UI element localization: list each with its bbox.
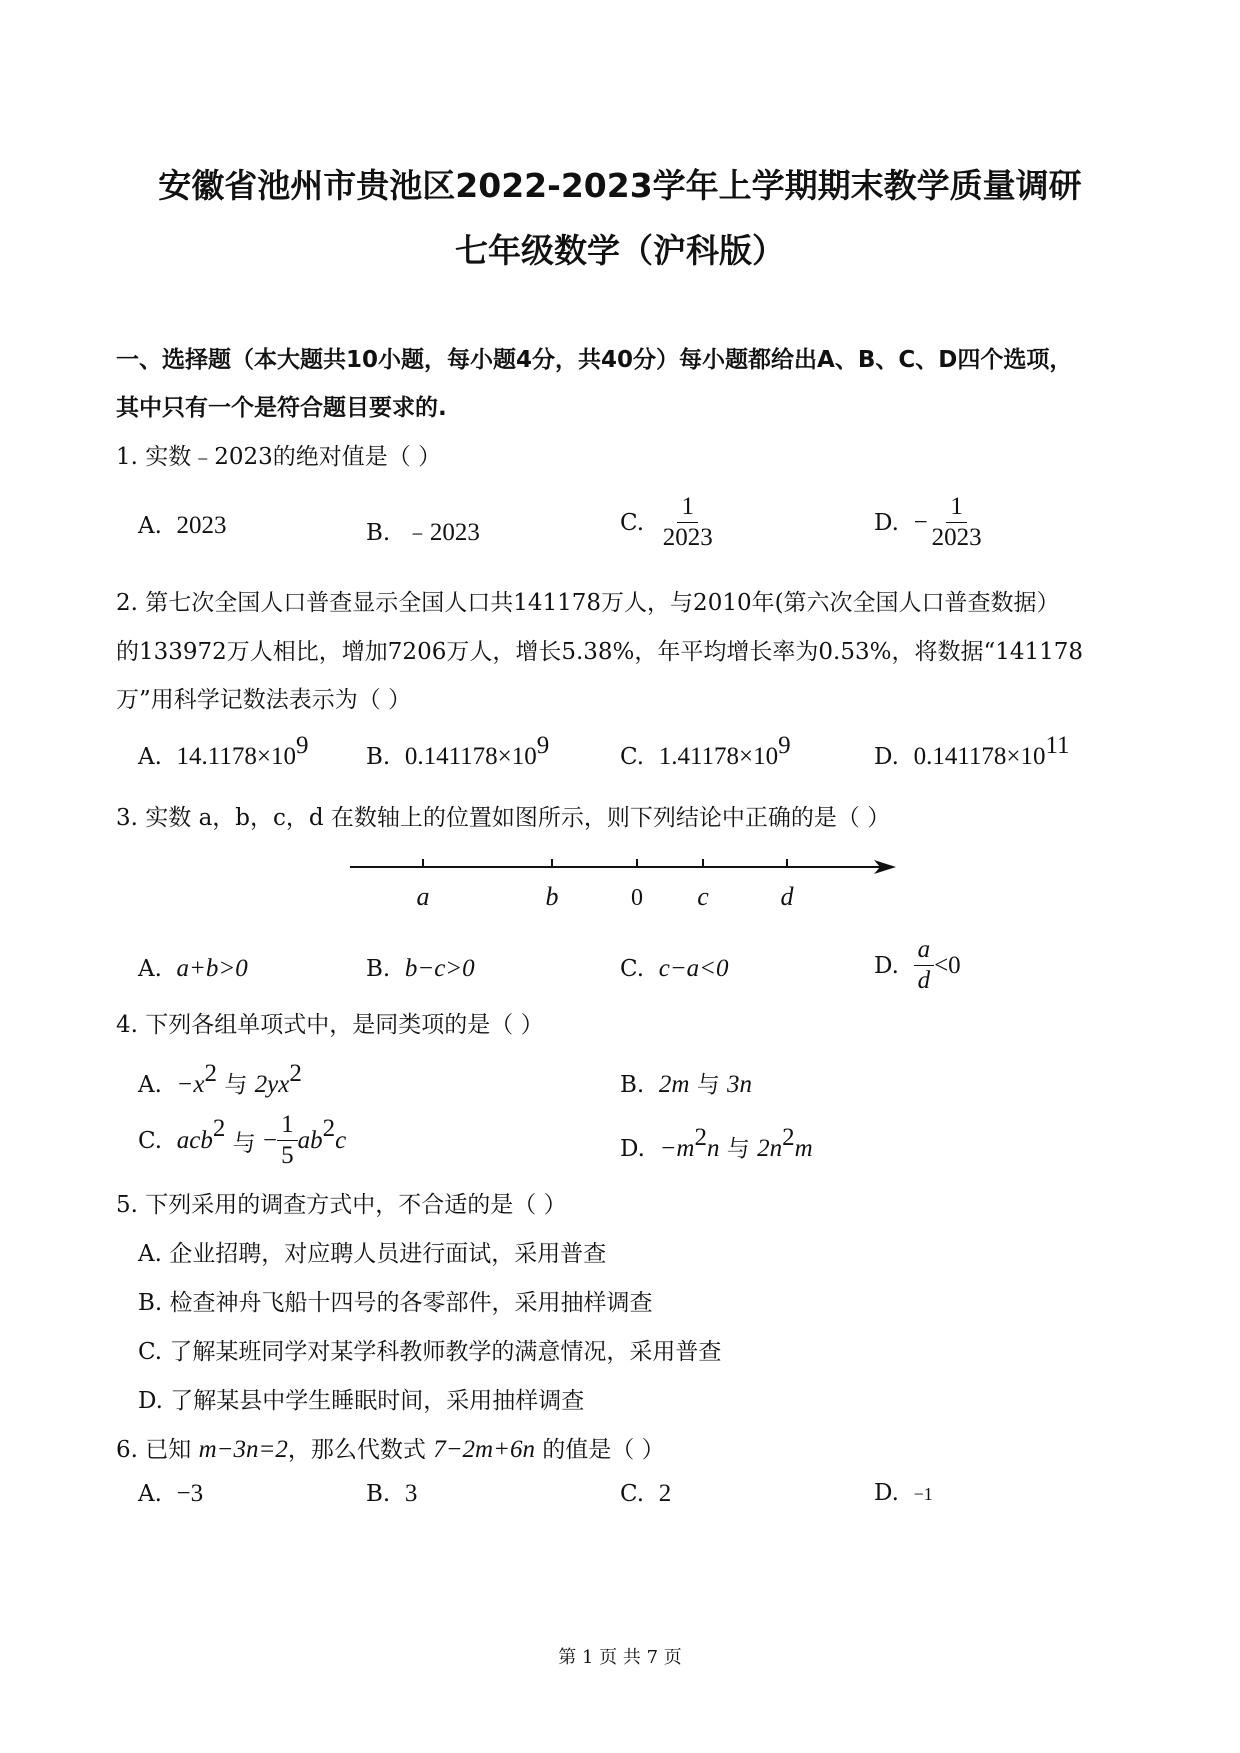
fraction [914, 937, 935, 995]
expression: 7−2m+6n [433, 1436, 535, 1463]
label-b: b [545, 882, 559, 911]
equation: m−3n=2 [198, 1436, 288, 1463]
exponent: 2 [322, 1114, 336, 1142]
question-1-stem: 1. 实数﹣2023的绝对值是（ ） [116, 444, 442, 470]
q2-option-a [138, 732, 309, 771]
q6-option-a [138, 1480, 203, 1508]
q6-option-c [620, 1480, 671, 1508]
q5-option-b: B. 检查神舟飞船十四号的各零部件，采用抽样调查 [138, 1290, 653, 1316]
term: −m [659, 1135, 695, 1162]
q3-option-b [366, 955, 475, 983]
option-label: B. [366, 956, 391, 982]
q1-option-d [874, 494, 986, 552]
fraction [928, 494, 986, 552]
term: ab [297, 1126, 323, 1154]
connector: 与 [225, 1130, 263, 1157]
stem-text: 的值是（ ） [534, 1437, 665, 1463]
term: m [794, 1135, 813, 1162]
q5-option-d: D. 了解某县中学生睡眠时间，采用抽样调查 [138, 1388, 585, 1414]
option-label: C. [620, 956, 645, 982]
q4-option-b [620, 1066, 752, 1099]
exponent: 2 [289, 1060, 302, 1087]
q4-option-d [620, 1124, 813, 1163]
connector: 与 [689, 1072, 728, 1098]
page-title: 安徽省池州市贵池区2022-2023学年上学期期末教学质量调研 [158, 166, 1082, 205]
option-value: 2 [658, 1480, 672, 1507]
connector: 与 [719, 1136, 758, 1162]
denominator: 5 [281, 1142, 294, 1170]
stem-text: 6. 已知 [116, 1437, 199, 1463]
q4-option-a [138, 1060, 302, 1099]
q2-option-d [874, 732, 1070, 771]
q1-option-a [138, 512, 227, 540]
q2-option-b [366, 732, 550, 771]
numerator: 1 [677, 494, 698, 523]
q1-option-c [620, 494, 717, 552]
term: 2n [757, 1135, 783, 1162]
exponent: 2 [782, 1124, 795, 1151]
label-d: d [780, 882, 794, 911]
option-label: D. [874, 952, 899, 979]
option-value: 0.141178×10 [404, 743, 537, 770]
page-footer: 第 1 页 共 7 页 [558, 1647, 682, 1668]
option-label: D. [874, 1480, 899, 1506]
option-label: C. [620, 1481, 645, 1507]
term: 2yx [254, 1071, 290, 1098]
option-label: C. [620, 744, 645, 770]
option-value: a+b>0 [176, 955, 248, 982]
question-5-stem: 5. 下列采用的调查方式中，不合适的是（ ） [116, 1192, 567, 1218]
exponent: 9 [536, 732, 550, 759]
q3-option-d [874, 937, 961, 995]
q5-option-c: C. 了解某班同学对某学科教师教学的满意情况，采用普查 [138, 1339, 722, 1365]
number-line-figure [340, 845, 900, 925]
option-label: A. [138, 744, 162, 770]
minus-sign: − [913, 508, 928, 536]
exponent: 2 [212, 1114, 226, 1142]
section-header-cont: 其中只有一个是符合题目要求的. [116, 395, 447, 421]
option-value: c−a<0 [658, 955, 729, 982]
option-label: B. [366, 520, 391, 546]
section-header: 一、选择题（本大题共10小题，每小题4分，共40分）每小题都给出A、B、C、D四个选项， [116, 347, 1073, 373]
q6-option-d [874, 1480, 933, 1506]
option-value: ﹣2023 [404, 519, 480, 546]
exponent: 2 [204, 1060, 218, 1087]
denominator: d [917, 967, 931, 995]
question-2-line1: 2. 第七次全国人口普查显示全国人口共141178万人，与2010年(第六次全国人口普查数据） [116, 590, 1060, 616]
term: acb [176, 1126, 213, 1154]
q5-option-a: A. 企业招聘，对应聘人员进行面试，采用普查 [138, 1241, 607, 1267]
exponent: 11 [1045, 732, 1070, 759]
fraction [277, 1112, 298, 1170]
denominator: 2023 [931, 524, 982, 552]
option-value: 2023 [176, 512, 227, 539]
exponent: 9 [778, 732, 791, 759]
option-label: A. [138, 956, 162, 982]
option-label: C. [138, 1127, 163, 1154]
option-value: 1.41178×10 [658, 743, 779, 770]
q3-option-a [138, 955, 248, 983]
q1-option-b [366, 512, 480, 548]
question-3-stem: 3. 实数 a，b，c，d 在数轴上的位置如图所示，则下列结论中正确的是（ ） [116, 805, 891, 831]
term: 2m [658, 1071, 690, 1098]
q4-option-c [138, 1112, 346, 1170]
option-label: D. [620, 1136, 645, 1162]
option-value: 14.1178×10 [176, 743, 296, 770]
question-6-stem [116, 1431, 665, 1464]
question-2-line2: 的133972万人相比，增加7206万人，增长5.38%，年平均增长率为0.53%，将数据“141178 [116, 639, 1084, 665]
exponent: 9 [295, 732, 309, 759]
term: −x [176, 1071, 205, 1098]
option-label: A. [138, 1072, 162, 1098]
q6-option-b [366, 1480, 417, 1508]
q3-option-c [620, 955, 729, 983]
page-subtitle: 七年级数学（沪科版） [455, 231, 785, 270]
option-value: 0.141178×10 [913, 743, 1046, 770]
label-a: a [416, 882, 430, 911]
option-value: <0 [934, 951, 961, 979]
exponent: 2 [694, 1124, 707, 1151]
connector: 与 [217, 1072, 255, 1098]
numerator: 1 [277, 1112, 298, 1141]
q2-option-c [620, 732, 791, 771]
option-label: B. [620, 1072, 645, 1098]
question-2-line3: 万”用科学记数法表示为（ ） [116, 687, 412, 713]
term: 3n [727, 1071, 753, 1098]
label-zero: 0 [631, 885, 643, 911]
option-value: b−c>0 [404, 955, 475, 982]
option-value: −1 [913, 1484, 933, 1504]
stem-text: ，那么代数式 [287, 1437, 434, 1463]
option-label: D. [874, 744, 899, 770]
option-value: 3 [404, 1480, 418, 1507]
option-label: A. [138, 513, 162, 539]
term: n [707, 1135, 720, 1162]
question-4-stem: 4. 下列各组单项式中，是同类项的是（ ） [116, 1012, 544, 1038]
option-label: B. [366, 1481, 391, 1507]
numerator: 1 [946, 494, 967, 523]
option-value: −3 [176, 1480, 204, 1507]
term: c [335, 1126, 347, 1154]
numerator: a [914, 937, 935, 966]
denominator: 2023 [662, 524, 713, 552]
option-label: B. [366, 744, 391, 770]
option-label: A. [138, 1481, 162, 1507]
option-label: C. [620, 509, 645, 536]
option-label: D. [874, 509, 899, 536]
minus-sign: − [262, 1126, 278, 1154]
label-c: c [697, 882, 709, 911]
fraction [659, 494, 717, 552]
